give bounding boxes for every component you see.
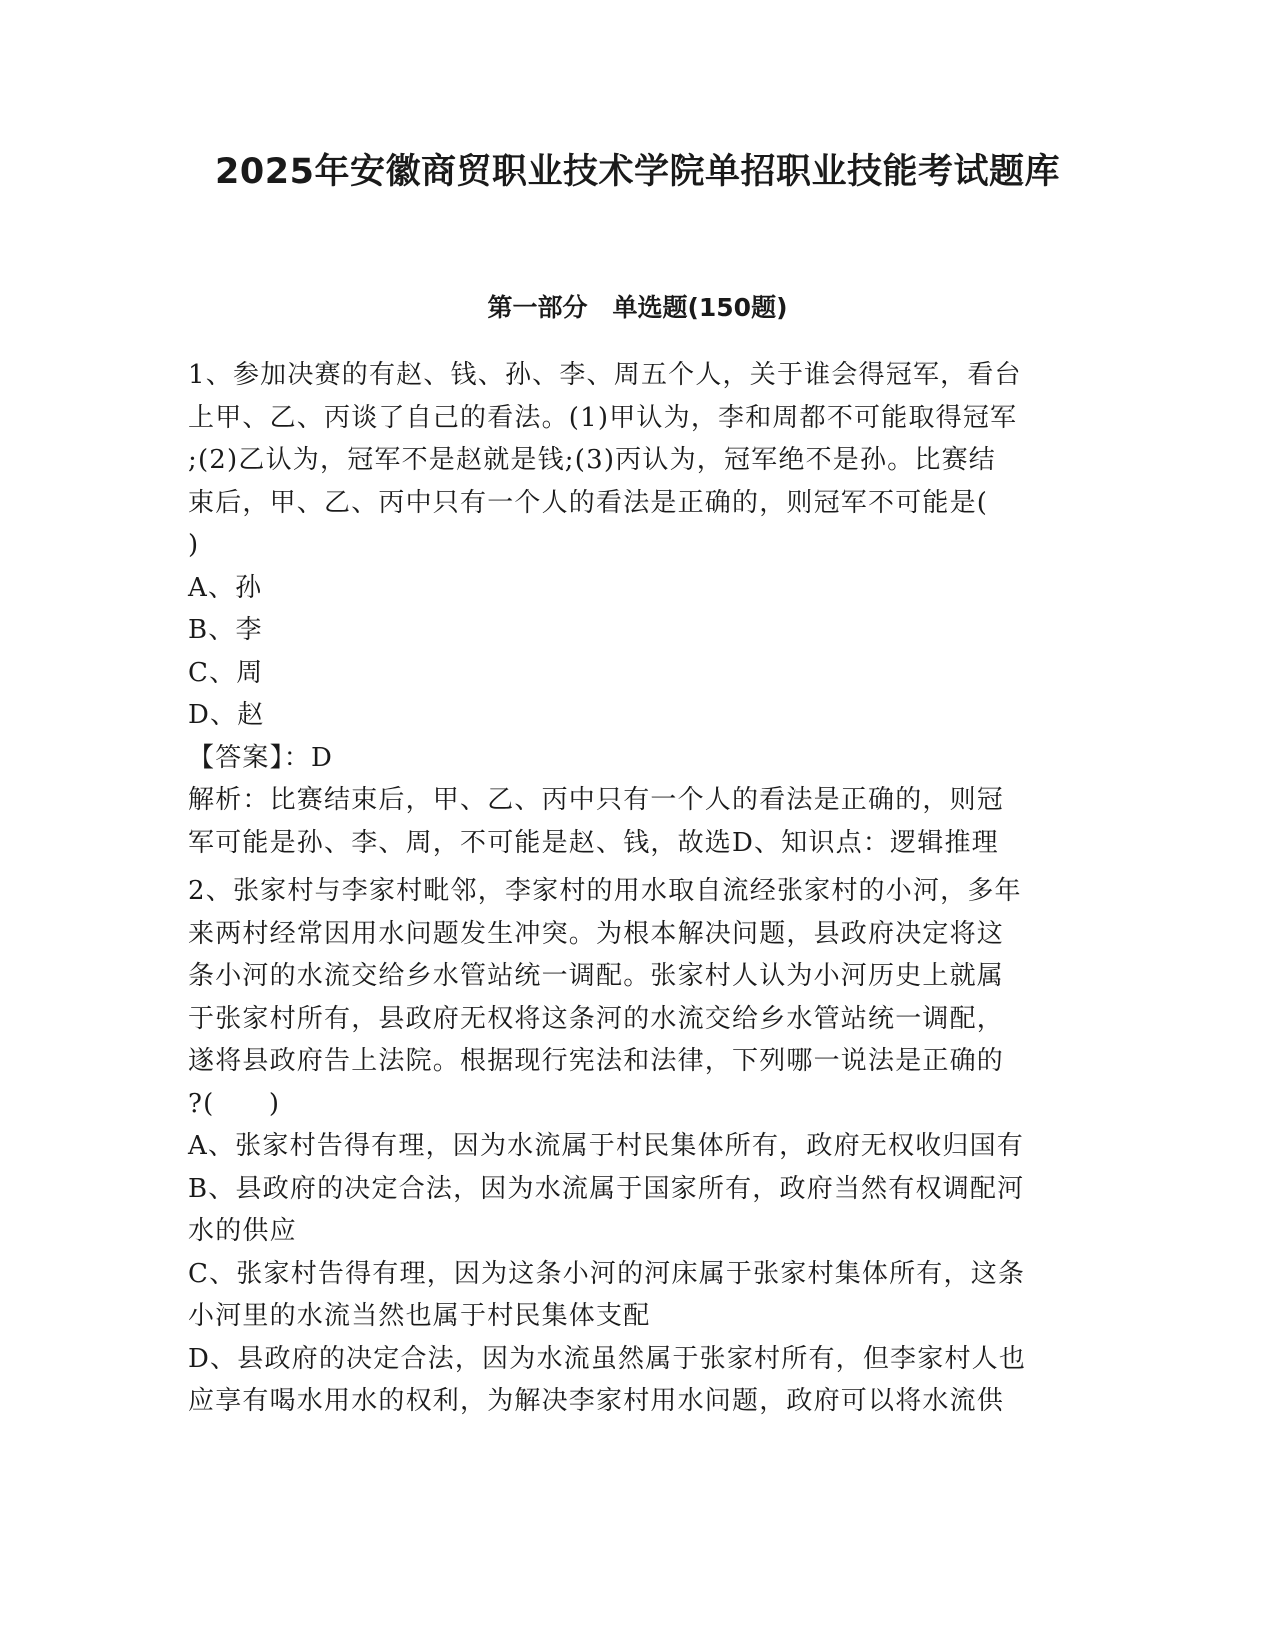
question-stem-line: 上甲、乙、丙谈了自己的看法。(1)甲认为，李和周都不可能取得冠军: [188, 402, 1018, 433]
analysis-line: 军可能是孙、李、周，不可能是赵、钱，故选D、知识点：逻辑推理: [188, 827, 999, 858]
question-stem-line: ): [188, 530, 200, 560]
option-a: A、张家村告得有理，因为水流属于村民集体所有，政府无权收归国有: [188, 1131, 1024, 1161]
answer-line: 【答案】：D: [188, 742, 334, 773]
question-stem-line: 1、参加决赛的有赵、钱、孙、李、周五个人，关于谁会得冠军，看台: [188, 360, 1022, 390]
option-d: D、赵: [188, 700, 265, 730]
option-b: B、县政府的决定合法，因为水流属于国家所有，政府当然有权调配河: [188, 1173, 1025, 1204]
question-stem-line: 2、张家村与李家村毗邻，李家村的用水取自流经张家村的小河，多年: [188, 876, 1022, 906]
question-stem-line: 来两村经常因用水问题发生冲突。为根本解决问题，县政府决定将这: [188, 918, 1005, 949]
option-a: A、孙: [188, 572, 263, 603]
document-body: [188, 354, 1078, 1423]
question-stem-line: 遂将县政府告上法院。根据现行宪法和法律，下列哪一说法是正确的: [188, 1046, 1005, 1076]
analysis-line: 解析：比赛结束后，甲、乙、丙中只有一个人的看法是正确的，则冠: [188, 785, 1005, 815]
question-stem-line: ;(2)乙认为，冠军不是赵就是钱;(3)丙认为，冠军绝不是孙。比赛结: [188, 445, 996, 475]
option-d: D、县政府的决定合法，因为水流虽然属于张家村所有，但李家村人也: [188, 1343, 1027, 1374]
option-c: C、张家村告得有理，因为这条小河的河床属于张家村集体所有，这条: [188, 1258, 1026, 1289]
question-stem-line: 条小河的水流交给乡水管站统一调配。张家村人认为小河历史上就属: [188, 961, 1005, 991]
question-1: [188, 354, 1078, 864]
section-title: 第一部分 单选题(150题): [487, 293, 788, 322]
option-b-continued: 水的供应: [188, 1216, 297, 1246]
question-stem-line: 于张家村所有，县政府无权将这条河的水流交给乡水管站统一调配，: [188, 1003, 1005, 1034]
document-title: 2025年安徽商贸职业技术学院单招职业技能考试题库: [215, 152, 1060, 192]
option-c: C、周: [188, 657, 264, 688]
question-2: [188, 870, 1078, 1423]
question-stem-line: 束后，甲、乙、丙中只有一个人的看法是正确的，则冠军不可能是(: [188, 487, 989, 518]
option-c-continued: 小河里的水流当然也属于村民集体支配: [188, 1301, 651, 1331]
question-stem-line: ?( ): [188, 1088, 281, 1119]
option-d-continued: 应享有喝水用水的权利，为解决李家村用水问题，政府可以将水流供: [188, 1386, 1005, 1416]
option-b: B、李: [188, 615, 263, 645]
